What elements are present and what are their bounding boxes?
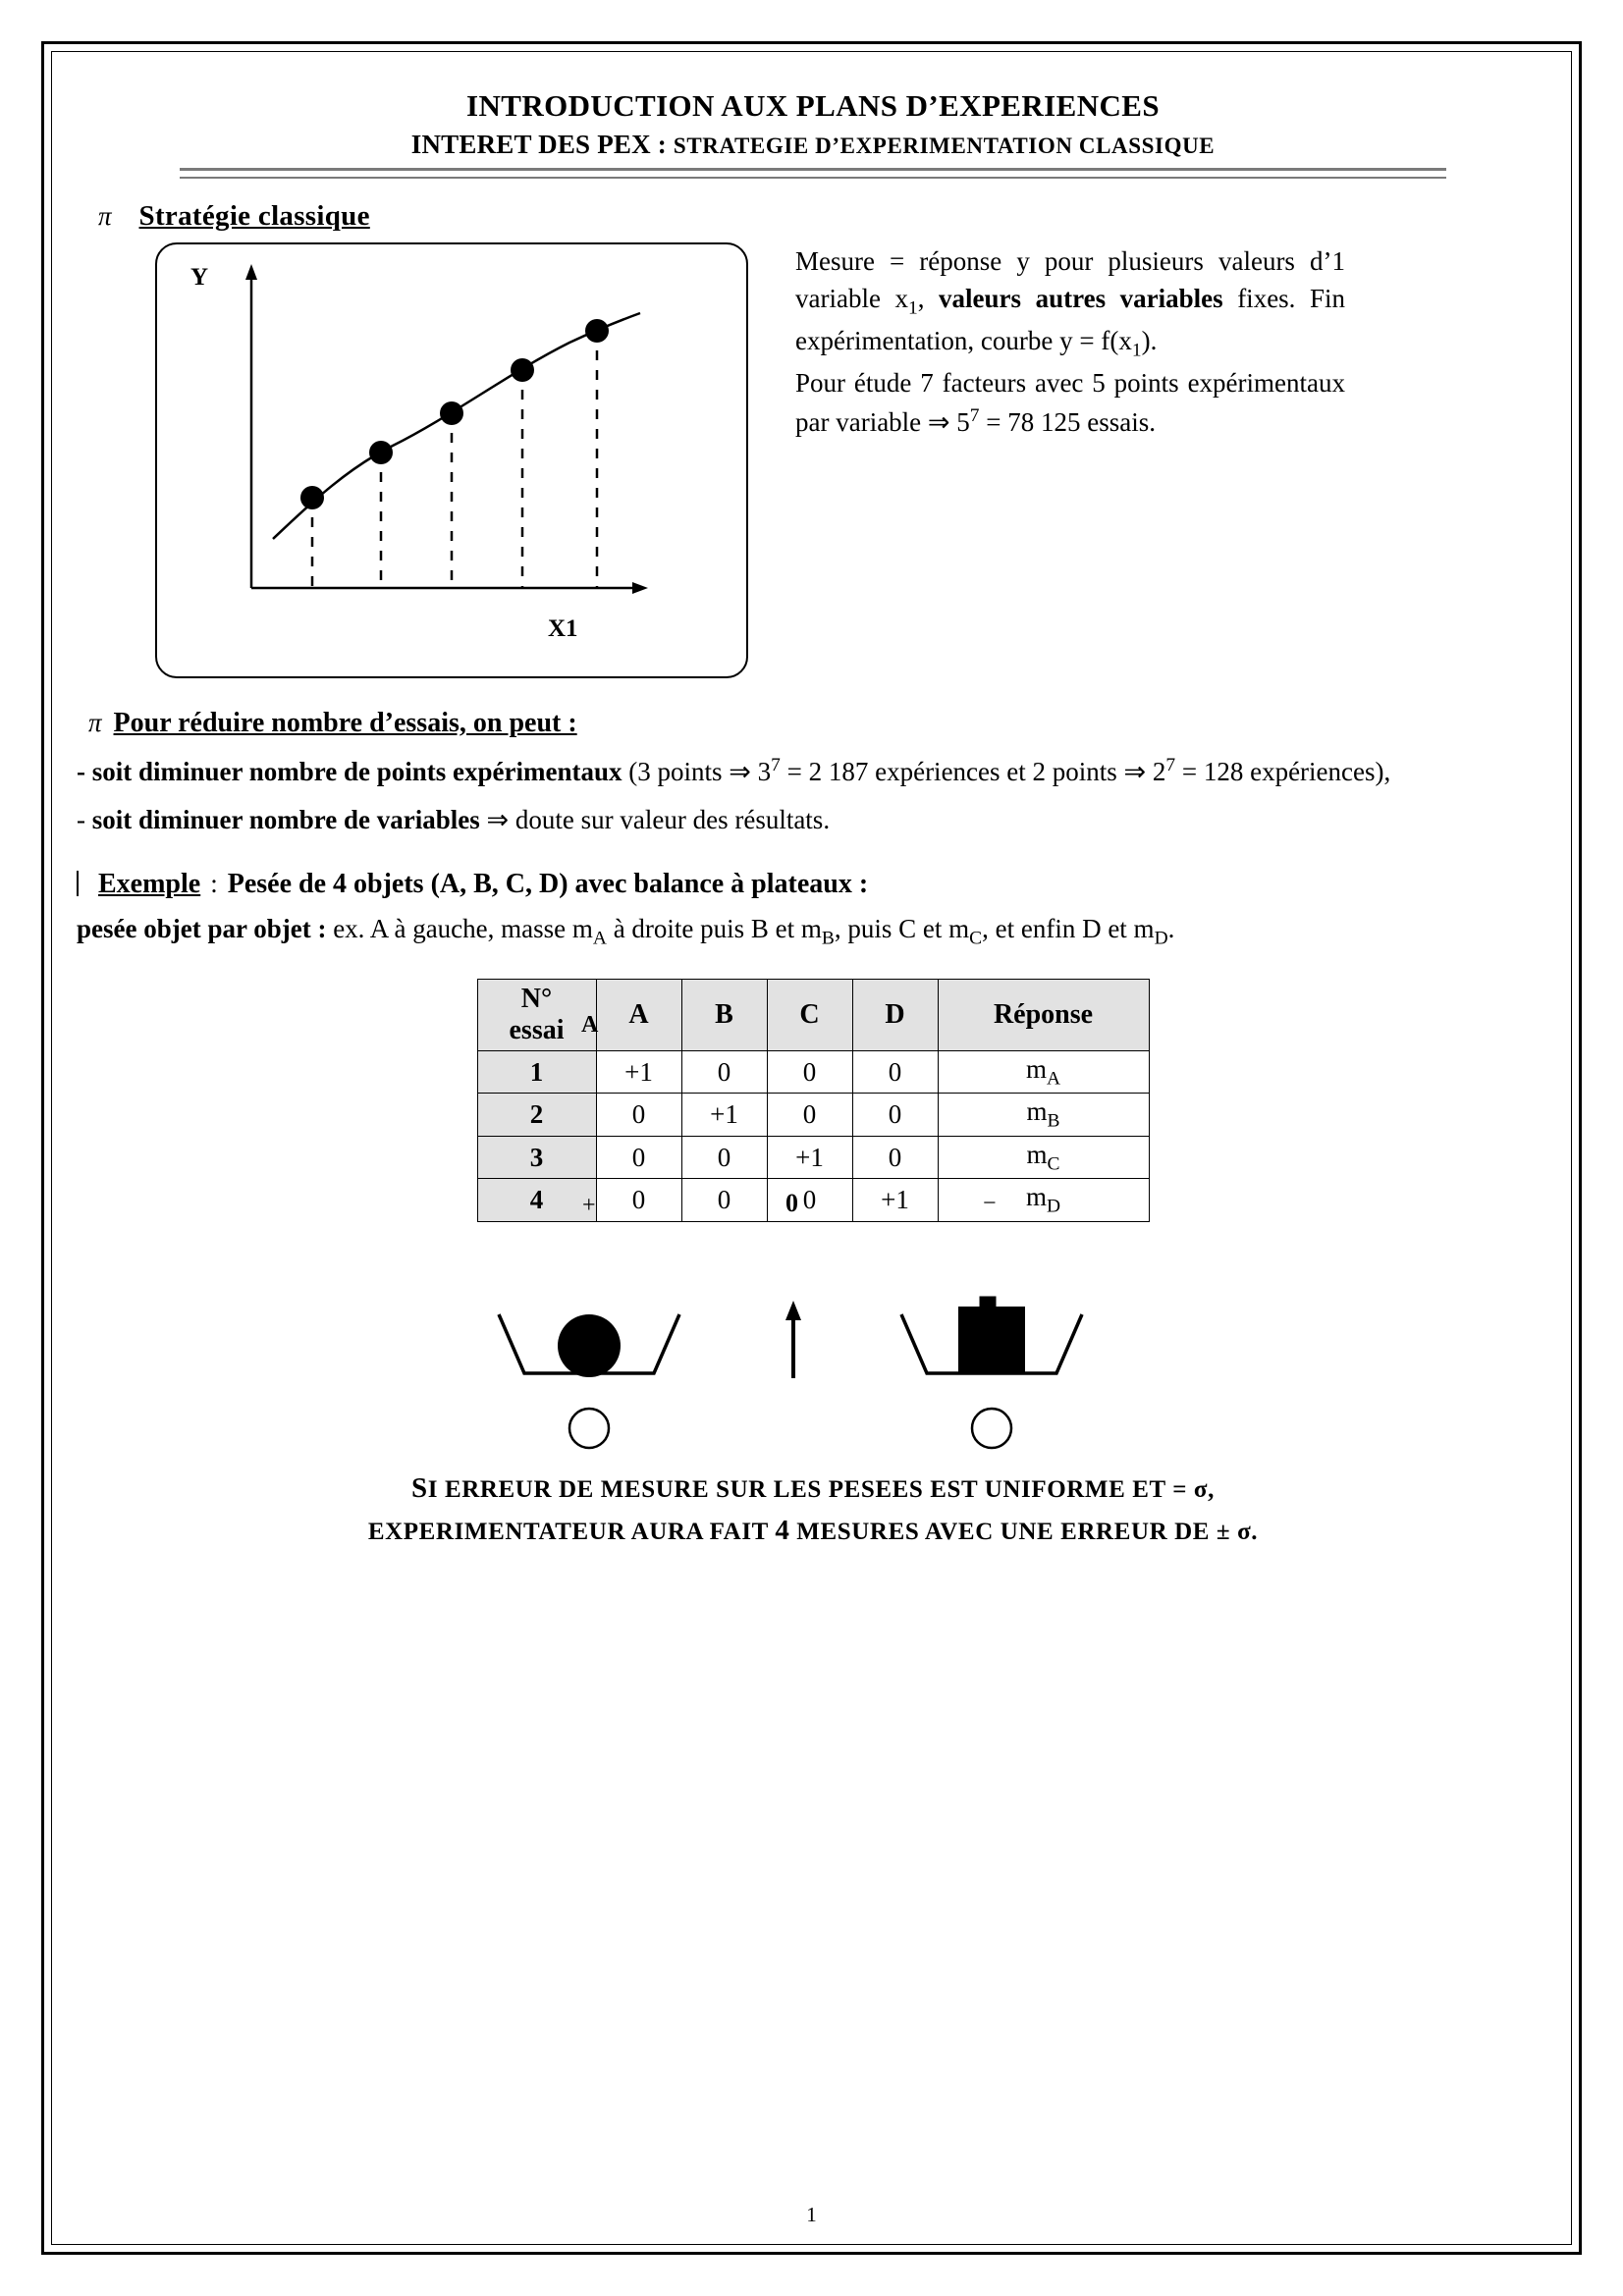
exemple-sub-a: A xyxy=(592,928,607,949)
balance-figure-svg xyxy=(469,1236,1157,1462)
conclusion-dropcap: S xyxy=(411,1471,428,1504)
cell-reponse xyxy=(938,1179,1149,1221)
curve-figure-svg xyxy=(157,244,742,672)
section2-item1 xyxy=(77,752,1549,791)
para-sub-2: 1 xyxy=(1131,340,1142,361)
cell-a: 0 xyxy=(596,1136,681,1178)
item1-bold: - soit diminuer nombre de points expérimentaux xyxy=(77,756,622,786)
cell-reponse xyxy=(938,1094,1149,1136)
item1-text-c: = 128 expériences), xyxy=(1175,756,1391,786)
essais-table-wrap xyxy=(77,979,1549,1222)
exemple-title: Pesée de 4 objets (A, B, C, D) avec balance à plateaux : xyxy=(227,868,869,899)
conclusion-line2-b: MESURES AVEC UNE ERREUR DE ± σ. xyxy=(789,1519,1259,1546)
cell-c: 0 xyxy=(767,1094,852,1136)
page-title: INTRODUCTION AUX PLANS D’EXPERIENCES xyxy=(466,88,1160,123)
cell-b: 0 xyxy=(681,1051,767,1094)
balance-right-sign: − xyxy=(983,1190,997,1216)
cell-a: +1 xyxy=(596,1051,681,1094)
item2-text: ⇒ doute sur valeur des résultats. xyxy=(479,804,831,834)
exemple-detail-c: , puis C et m xyxy=(834,914,970,944)
cell-no: 3 xyxy=(477,1136,596,1178)
table-head xyxy=(477,980,1149,1051)
col-header-no-essai xyxy=(477,980,599,1051)
axis-label-x1: X1 xyxy=(548,615,578,642)
subtitle-part1: INTERET DES PEX : xyxy=(410,130,674,159)
exemple-detail-d: , et enfin D et m xyxy=(982,914,1155,944)
exemple-label: Exemple xyxy=(98,868,201,899)
cell-reponse-m: m xyxy=(1025,1182,1047,1212)
para-text-4: ). xyxy=(1141,326,1158,356)
cell-a: 0 xyxy=(596,1094,681,1136)
item1-sup-1: 7 xyxy=(771,754,781,775)
col-header-reponse: Réponse xyxy=(938,980,1149,1051)
vertical-bar-icon xyxy=(77,871,79,896)
item1-sup-2: 7 xyxy=(1165,754,1176,775)
section-heading-strategie xyxy=(77,200,1549,233)
section-heading-reduire xyxy=(77,704,1549,744)
item1-text-b: = 2 187 expériences et 2 points ⇒ 2 xyxy=(780,756,1166,786)
para-text-3: fixes. Fin expérimentation, courbe y = f(x xyxy=(795,284,1346,356)
title-divider xyxy=(180,168,1446,179)
figure-paragraph-row xyxy=(77,242,1549,678)
cell-d: 0 xyxy=(852,1051,938,1094)
balance-object-label: A xyxy=(581,1011,599,1038)
cell-no: 2 xyxy=(477,1094,596,1136)
conclusion-line2-a: EXPERIMENTATEUR AURA FAIT xyxy=(367,1519,776,1546)
para-text-1: Mesure = réponse y pour plusieurs valeurs d’1 variable x xyxy=(795,246,1345,314)
axis-label-y: Y xyxy=(190,264,209,291)
cell-c: +1 xyxy=(767,1136,852,1178)
page-subtitle xyxy=(77,130,1549,160)
para-text-2: , xyxy=(917,284,940,314)
pi-bullet-icon: π xyxy=(98,201,112,231)
section2-block xyxy=(77,704,1549,839)
cell-no: 1 xyxy=(477,1051,596,1094)
cell-reponse-m: m xyxy=(1026,1139,1048,1169)
table-row xyxy=(477,1094,1149,1136)
page-content xyxy=(77,88,1549,1553)
table-row xyxy=(477,1051,1149,1094)
essais-table xyxy=(477,979,1150,1222)
exemple-sub-c: C xyxy=(969,928,983,949)
para-text-6: = 78 125 essais. xyxy=(979,406,1156,437)
cell-reponse-m: m xyxy=(1025,1054,1047,1085)
pi-bullet-icon-2: π xyxy=(88,708,102,737)
subtitle-part2: STRATEGIE D’EXPERIMENTATION CLASSIQUE xyxy=(673,133,1216,158)
col-header-b: B xyxy=(681,980,767,1051)
cell-a: 0 xyxy=(596,1179,681,1221)
paragraph-mesure xyxy=(795,242,1345,441)
exemple-sub-b: B xyxy=(821,928,835,949)
item1-text-a: (3 points ⇒ 3 xyxy=(622,756,772,786)
exemple-detail-bold: pesée objet par objet : xyxy=(77,914,327,944)
exemple-sub-d: D xyxy=(1154,928,1168,949)
balance-middle-sign: 0 xyxy=(785,1188,798,1217)
cell-b: 0 xyxy=(681,1179,767,1221)
exemple-detail-e: . xyxy=(1167,914,1175,944)
cell-no: 4 xyxy=(477,1179,596,1221)
cell-b: +1 xyxy=(681,1094,767,1136)
cell-d: +1 xyxy=(852,1179,938,1221)
exemple-colon: : xyxy=(210,868,218,898)
cell-reponse-sub: A xyxy=(1046,1068,1061,1090)
cell-b: 0 xyxy=(681,1136,767,1178)
cell-reponse-sub: D xyxy=(1046,1196,1061,1217)
col-header-no-line1: N° xyxy=(520,984,553,1015)
exemple-heading xyxy=(77,865,1549,905)
exemple-block xyxy=(77,865,1549,953)
para-bold-1: valeurs autres variables xyxy=(939,284,1223,314)
table-row xyxy=(477,1136,1149,1178)
exemple-detail-a: ex. A à gauche, masse m xyxy=(326,914,593,944)
document-title-block xyxy=(77,88,1549,179)
cell-reponse xyxy=(938,1136,1149,1178)
cell-c: 0 xyxy=(767,1179,852,1221)
balance-left-sign: + xyxy=(582,1192,596,1218)
conclusion-line1: I ERREUR DE MESURE SUR LES PESEES EST UNIFORME ET = σ, xyxy=(427,1475,1215,1503)
para-text-5: Pour étude 7 facteurs avec 5 points expérimentaux par variable ⇒ 5 xyxy=(795,368,1345,437)
table-header-row xyxy=(477,980,1149,1051)
item2-dash: - xyxy=(77,804,92,834)
curve-figure xyxy=(155,242,748,678)
cell-reponse-sub: C xyxy=(1047,1153,1060,1175)
table-body xyxy=(477,1051,1149,1222)
cell-reponse-m: m xyxy=(1026,1096,1048,1127)
cell-reponse xyxy=(938,1051,1149,1094)
col-header-d: D xyxy=(852,980,938,1051)
cell-d: 0 xyxy=(852,1136,938,1178)
conclusion-text xyxy=(77,1468,1549,1553)
exemple-detail xyxy=(77,910,1549,953)
table-row xyxy=(477,1179,1149,1221)
item2-bold: soit diminuer nombre de variables xyxy=(91,804,480,834)
col-header-a: A xyxy=(596,980,681,1051)
para-sup-1: 7 xyxy=(969,404,980,426)
page-number: 1 xyxy=(806,2203,817,2226)
section1-title: Stratégie classique xyxy=(138,200,370,232)
cell-c: 0 xyxy=(767,1051,852,1094)
col-header-no-line2: essai xyxy=(509,1015,565,1046)
section2-item2 xyxy=(77,801,1549,839)
conclusion-number: 4 xyxy=(775,1515,790,1547)
section2-title: Pour réduire nombre d’essais, on peut : xyxy=(113,708,577,738)
cell-reponse-sub: B xyxy=(1047,1110,1060,1132)
exemple-detail-b: à droite puis B et m xyxy=(606,914,822,944)
cell-d: 0 xyxy=(852,1094,938,1136)
col-header-c: C xyxy=(767,980,852,1051)
para-sub-1: 1 xyxy=(908,297,918,319)
